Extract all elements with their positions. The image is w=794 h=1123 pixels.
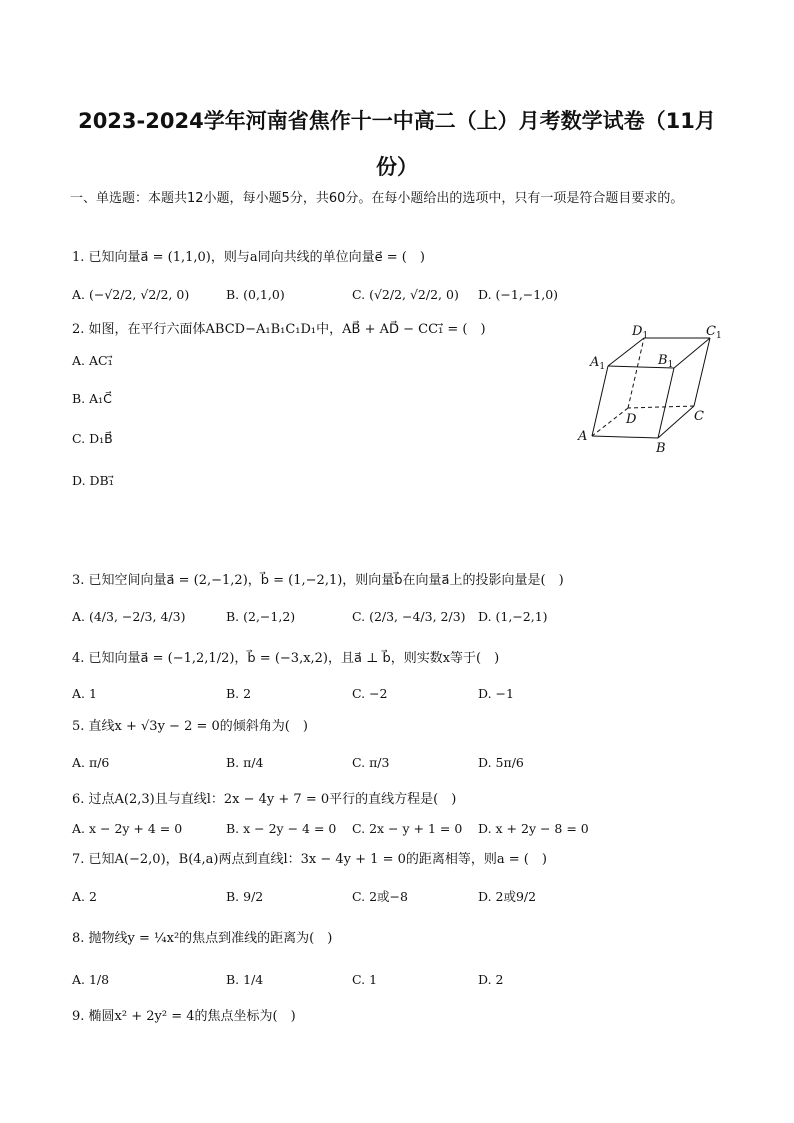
exam-title-line1: 2023-2024学年河南省焦作十一中高二（上）月考数学试卷（11月 xyxy=(78,109,716,133)
label-d: D xyxy=(626,412,637,427)
option-d: D. (1,−2,1) xyxy=(478,609,548,624)
label-d1: $D_1$ xyxy=(632,324,649,341)
option-b: B. 9/2 xyxy=(226,889,264,904)
question-7-stem: 7. 已知A(−2,0)，B(4,a)两点到直线l：3x − 4y + 1 = 0的距离相等，则a = ( ) xyxy=(72,852,547,867)
option-a: A. π/6 xyxy=(72,755,110,770)
exam-title-line2: 份） xyxy=(376,155,418,179)
option-b: B. x − 2y − 4 = 0 xyxy=(226,821,337,836)
option-a: A. 1 xyxy=(72,686,97,701)
option-c: C. −2 xyxy=(352,686,388,701)
option-a: A. AC₁⃗ xyxy=(72,353,113,368)
option-b: B. (2,−1,2) xyxy=(226,609,296,624)
question-8-stem: 8. 抛物线y = ¼x²的焦点到准线的距离为( ) xyxy=(72,931,333,946)
option-c: C. 1 xyxy=(352,972,378,987)
label-a1: $A_1$ xyxy=(590,355,606,372)
label-c: C xyxy=(694,409,704,424)
option-a: A. (4/3, −2/3, 4/3) xyxy=(72,609,186,624)
edge-bb1 xyxy=(658,368,674,438)
section-header: 一、单选题：本题共12小题，每小题5分，共60分。在每小题给出的选项中，只有一项是符合题目要求的。 xyxy=(70,191,684,206)
edge-ab xyxy=(592,436,658,438)
label-b1: $B_1$ xyxy=(658,353,674,370)
parallelepiped-figure xyxy=(570,318,730,458)
option-b: B. π/4 xyxy=(226,755,264,770)
option-b: B. A₁C⃗ xyxy=(72,391,112,406)
question-4-stem: 4. 已知向量a⃗ = (−1,2,1/2)，b⃗ = (−3,x,2)，且a⃗ ⊥ b⃗，则实数x等于( ) xyxy=(72,651,500,666)
option-d: D. x + 2y − 8 = 0 xyxy=(478,821,589,836)
option-d: D. 5π/6 xyxy=(478,755,524,770)
question-3-stem: 3. 已知空间向量a⃗ = (2,−1,2)，b⃗ = (1,−2,1)，则向量b⃗在向量a⃗上的投影向量是( ) xyxy=(72,573,564,588)
option-d: D. −1 xyxy=(478,686,514,701)
edge-cc1 xyxy=(694,338,710,406)
label-c1: $C_1$ xyxy=(706,324,722,341)
question-5-stem: 5. 直线x + √3y − 2 = 0的倾斜角为( ) xyxy=(72,719,308,734)
option-a: A. 1/8 xyxy=(72,972,110,987)
option-c: C. (√2/2, √2/2, 0) xyxy=(352,287,459,302)
edge-bc xyxy=(658,406,694,438)
question-6-stem: 6. 过点A(2,3)且与直线l：2x − 4y + 7 = 0平行的直线方程是( ) xyxy=(72,792,457,807)
question-9-stem: 9. 椭圆x² + 2y² = 4的焦点坐标为( ) xyxy=(72,1009,296,1024)
exam-title xyxy=(70,98,724,190)
option-b: B. 1/4 xyxy=(226,972,264,987)
option-b: B. 2 xyxy=(226,686,252,701)
option-c: C. 2或−8 xyxy=(352,889,408,904)
option-d: D. 2或9/2 xyxy=(478,889,537,904)
option-d: D. 2 xyxy=(478,972,504,987)
label-a: A xyxy=(578,429,588,444)
option-d: D. (−1,−1,0) xyxy=(478,287,559,302)
edge-cd xyxy=(628,406,694,408)
option-d: D. DB₁⃗ xyxy=(72,473,114,488)
option-c: C. π/3 xyxy=(352,755,390,770)
option-a: A. (−√2/2, √2/2, 0) xyxy=(72,287,190,302)
edge-d1a1 xyxy=(608,338,644,366)
option-c: C. D₁B⃗ xyxy=(72,431,113,446)
label-b: B xyxy=(656,441,666,456)
option-a: A. 2 xyxy=(72,889,97,904)
option-c: C. (2/3, −4/3, 2/3) xyxy=(352,609,466,624)
option-b: B. (0,1,0) xyxy=(226,287,285,302)
option-a: A. x − 2y + 4 = 0 xyxy=(72,821,183,836)
option-c: C. 2x − y + 1 = 0 xyxy=(352,821,463,836)
question-2-stem: 2. 如图，在平行六面体ABCD−A₁B₁C₁D₁中，AB⃗ + AD⃗ − CC₁⃗ = ( ) xyxy=(72,322,486,337)
edge-b1c1 xyxy=(674,338,710,368)
question-1-stem: 1. 已知向量a⃗ = (1,1,0)，则与a同向共线的单位向量e⃗ = ( ) xyxy=(72,250,425,265)
